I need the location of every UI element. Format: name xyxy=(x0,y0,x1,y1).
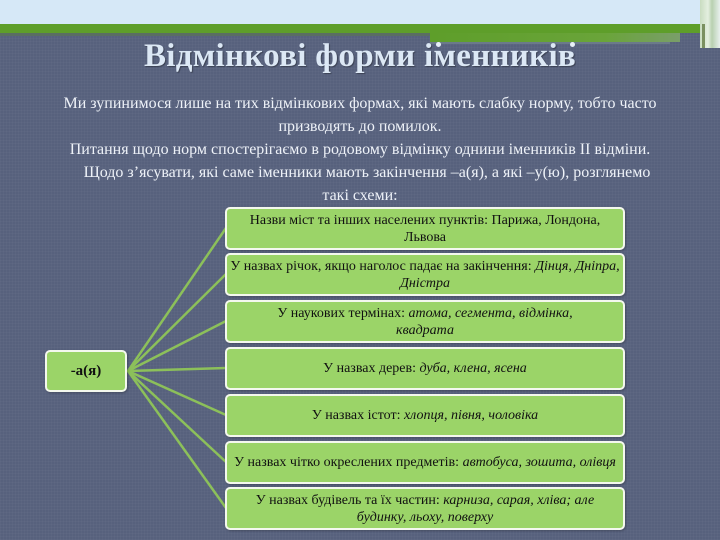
intro-line: Ми зупинимося лише на тих відмінкових формах, які мають слабку норму, тобто часто xyxy=(63,95,657,112)
category-examples: дуба, клена, ясена xyxy=(419,361,527,376)
header-light-band xyxy=(0,0,720,24)
intro-text xyxy=(20,92,700,207)
category-text xyxy=(230,212,620,246)
category-text xyxy=(230,305,620,339)
header-green-band xyxy=(0,24,720,33)
category-box-objects xyxy=(225,441,625,484)
category-label: Назви міст та інших населених пунктів: Парижа, Лондона, Львова xyxy=(249,212,601,245)
category-text xyxy=(230,492,620,526)
category-label: У назвах істот: xyxy=(311,408,404,423)
category-examples: карниза, сарая, хліва; але будинку, льоху, поверху xyxy=(356,492,595,525)
category-box-scientific-terms xyxy=(225,300,625,343)
category-text xyxy=(234,454,616,471)
category-box-buildings xyxy=(225,487,625,530)
root-ending-label: -а(я) xyxy=(70,362,102,379)
category-text xyxy=(312,407,538,424)
category-examples: автобуса, зошита, олівця xyxy=(462,455,616,470)
category-examples: атома, сегмента, відмінка, квадрата xyxy=(396,305,573,338)
category-examples: хлопця, півня, чоловіка xyxy=(403,408,539,423)
category-label: У назвах чітко окреслених предметів: xyxy=(234,455,463,470)
category-label: У назвах дерев: xyxy=(323,361,420,376)
intro-line: такі схеми: xyxy=(322,187,398,204)
intro-line: Питання щодо норм спостерігаємо в родовому відмінку однини іменників ІІ відміни. xyxy=(69,141,651,158)
category-examples: Дінця, Дніпра, Дністра xyxy=(399,258,620,291)
category-box-cities xyxy=(225,207,625,250)
category-label: У наукових термінах: xyxy=(277,305,409,321)
category-text xyxy=(230,258,620,292)
category-box-living-beings xyxy=(225,394,625,437)
category-label: У назвах будівель та їх частин: xyxy=(255,492,444,508)
root-ending-box xyxy=(45,350,127,392)
category-label: У назвах річок, якщо наголос падає на закінчення: xyxy=(230,258,536,274)
slide-title: Відмінкові форми іменників xyxy=(143,38,577,74)
category-box-trees xyxy=(225,347,625,390)
intro-line: призводять до помилок. xyxy=(278,118,442,135)
category-box-rivers xyxy=(225,253,625,296)
category-text xyxy=(323,360,527,377)
intro-line: Щодо з’ясувати, які саме іменники мають закінчення –а(я), а які –у(ю), розглянемо xyxy=(83,164,651,181)
